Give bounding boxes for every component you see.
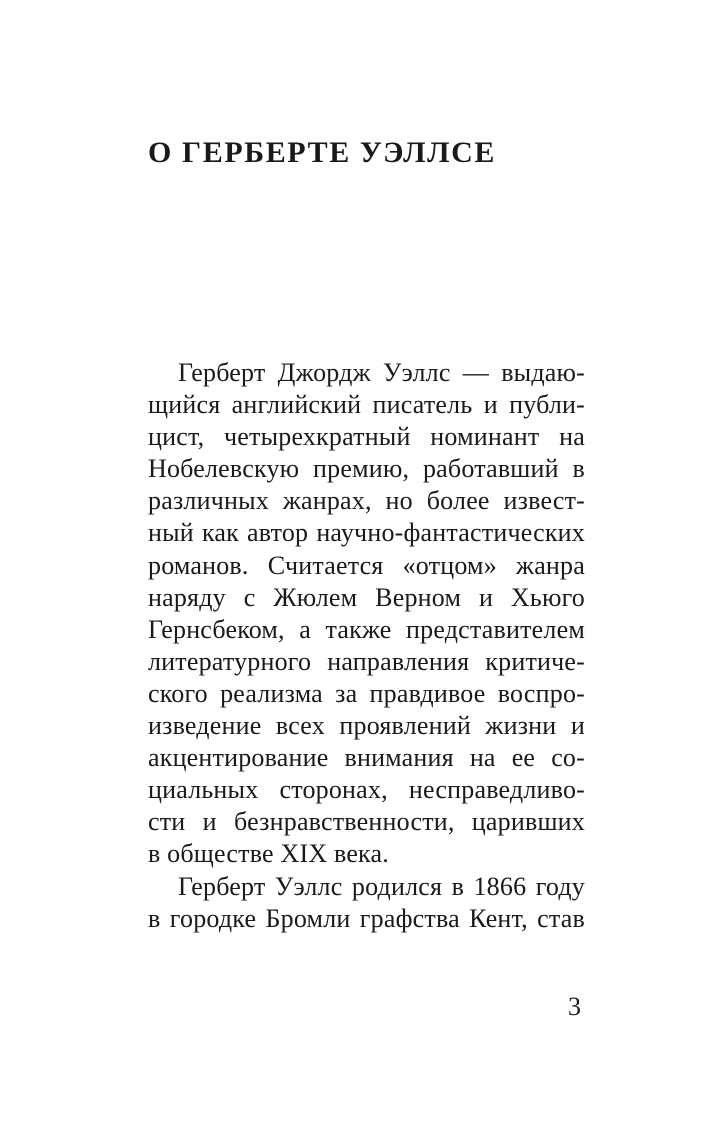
text-line: литературного направления критиче- — [148, 646, 585, 676]
page-number: 3 — [568, 992, 581, 1021]
text-line: сти и безнравственности, царивших — [148, 807, 585, 837]
chapter-title: О ГЕРБЕРТЕ УЭЛЛСЕ — [148, 136, 496, 169]
text-line: циальных сторонах, несправедливо- — [148, 775, 585, 805]
text-line: акцентирование внимания на ее со- — [148, 743, 585, 773]
text-line: романов. Считается «отцом» жанра — [148, 550, 585, 580]
text-line: ный как автор научно-фантастических — [148, 518, 585, 548]
text-line: Герберт Уэллс родился в 1866 году — [178, 871, 585, 901]
text-line: изведение всех проявлений жизни и — [148, 711, 585, 741]
text-line: наряду с Жюлем Верном и Хьюго — [148, 582, 585, 612]
text-line: Герберт Джордж Уэллс — выдаю- — [178, 358, 585, 387]
text-line: щийся английский писатель и публи- — [148, 390, 585, 420]
text-line: различных жанрах, но более извест- — [148, 486, 585, 516]
text-line: ского реализма за правдивое воспро- — [148, 678, 585, 708]
body-text — [148, 357, 585, 935]
text-line: Гернсбеком, а также представителем — [148, 614, 585, 644]
text-line: Нобелевскую премию, работавший в — [148, 454, 585, 484]
text-line: в городке Бромли графства Кент, став — [148, 903, 585, 933]
text-line: цист, четырехкратный номинант на — [148, 422, 585, 452]
text-line: в обществе XIX века. — [148, 839, 389, 869]
